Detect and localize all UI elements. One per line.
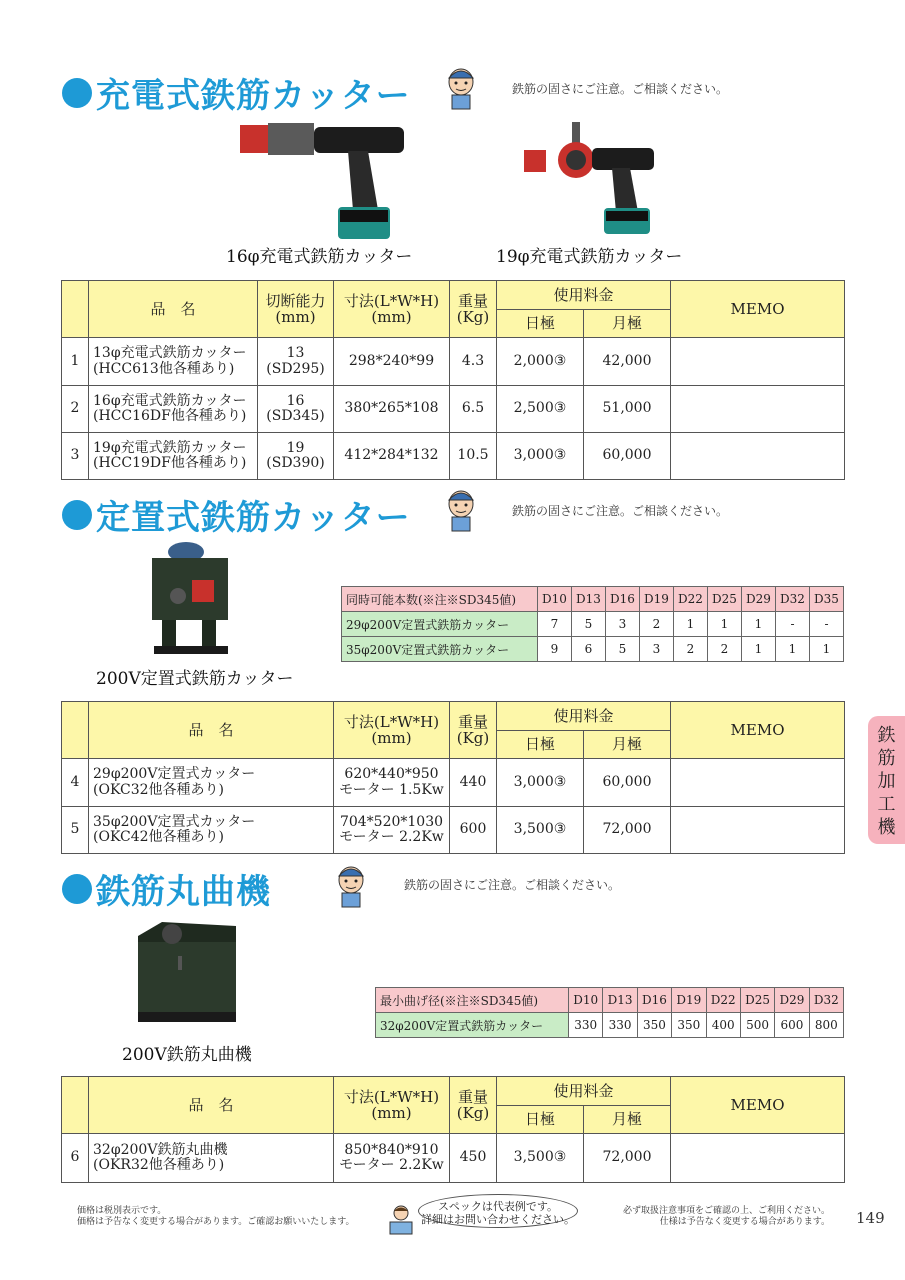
header-fee: 使用料金 xyxy=(497,702,671,731)
table-row: 4 29φ200V定置式カッター (OKC32他各種あり) 620*440*950 モーター 1.5Kw 440 3,000③ 60,000 xyxy=(62,759,845,807)
header-memo: MEMO xyxy=(671,702,845,759)
page-number: 149 xyxy=(856,1209,885,1227)
header-name: 品 名 xyxy=(89,1077,334,1134)
header-month: 月極 xyxy=(584,310,671,338)
operator-icon xyxy=(386,1204,416,1236)
header-fee: 使用料金 xyxy=(497,281,671,310)
header-month: 月極 xyxy=(584,1106,671,1134)
cordless-cutter-table xyxy=(61,280,845,480)
header-dimensions: 寸法(L*W*H) (mm) xyxy=(334,281,450,338)
header-day: 日極 xyxy=(497,1106,584,1134)
header-memo: MEMO xyxy=(671,1077,845,1134)
table-row: 3 19φ充電式鉄筋カッター (HCC19DF他各種あり) 19 (SD390) 412*284*132 10.5 3,000③ 60,000 xyxy=(62,433,845,480)
category-side-tab: 鉄 筋 加 工 機 xyxy=(868,716,905,844)
caption-16: 16φ充電式鉄筋カッター xyxy=(226,247,413,267)
table-row: 35φ200V定置式鉄筋カッター 9 6 5 3 2 2 1 1 1 xyxy=(342,637,844,662)
caption-19: 19φ充電式鉄筋カッター xyxy=(496,247,683,267)
header-weight: 重量 (Kg) xyxy=(450,281,497,338)
cordless-cutter-16-image xyxy=(238,115,413,245)
table-row: 2 16φ充電式鉄筋カッター (HCC16DF他各種あり) 16 (SD345) 380*265*108 6.5 2,500③ 51,000 xyxy=(62,386,845,433)
cordless-cutter-19-image xyxy=(520,120,660,238)
header-capacity: 切断能力 (mm) xyxy=(258,281,334,338)
table-row: 32φ200V定置式鉄筋カッター 330 330 350 350 400 500 600 800 xyxy=(376,1013,844,1038)
footer-right-notes: 必ず取扱注意事項をご確認の上、ご利用ください。 仕様は予告なく変更する場合があります。 xyxy=(622,1206,830,1227)
note-text: 鉄筋の固さにご注意。ご相談ください。 xyxy=(512,504,729,518)
header-weight: 重量 (Kg) xyxy=(450,702,497,759)
worker-icon xyxy=(444,66,478,110)
section-title-bender: 鉄筋丸曲機 xyxy=(62,864,271,913)
header-memo: MEMO xyxy=(671,281,845,338)
header-day: 日極 xyxy=(497,731,584,759)
bender-image xyxy=(132,916,242,1028)
section-title-stationary-cutter: 定置式鉄筋カッター xyxy=(62,490,411,539)
header-no xyxy=(62,281,89,338)
footer-left-notes: 価格は税別表示です。 価格は予告なく変更する場合があります。ご確認お願いいたします。 xyxy=(77,1206,355,1227)
spec-speech-bubble: スペックは代表例です。 詳細はお問い合わせください。 xyxy=(418,1194,578,1228)
bender-table xyxy=(61,1076,845,1183)
simultaneous-count-table xyxy=(341,586,844,662)
stationary-cutter-table xyxy=(61,701,845,854)
section-title-cordless-cutter: 充電式鉄筋カッター xyxy=(62,68,411,117)
worker-icon xyxy=(334,864,368,908)
header-month: 月極 xyxy=(584,731,671,759)
header-name: 品 名 xyxy=(89,702,334,759)
qty-header-row: 同時可能本数(※注※SD345値) D10 D13 D16 D19 D22 D25 D29 D32 D35 xyxy=(342,587,844,612)
header-dimensions: 寸法(L*W*H) (mm) xyxy=(334,1077,450,1134)
header-weight: 重量 (Kg) xyxy=(450,1077,497,1134)
bullet-icon xyxy=(62,78,92,108)
table-row: 5 35φ200V定置式カッター (OKC42他各種あり) 704*520*1030 モーター 2.2Kw 600 3,500③ 72,000 xyxy=(62,807,845,854)
stationary-cutter-image xyxy=(148,540,248,660)
min-bend-diameter-table xyxy=(375,987,844,1038)
header-name: 品 名 xyxy=(89,281,258,338)
note-text: 鉄筋の固さにご注意。ご相談ください。 xyxy=(512,82,729,96)
header-no xyxy=(62,702,89,759)
caption-stationary: 200V定置式鉄筋カッター xyxy=(96,669,294,689)
bullet-icon xyxy=(62,500,92,530)
header-no xyxy=(62,1077,89,1134)
header-dimensions: 寸法(L*W*H) (mm) xyxy=(334,702,450,759)
table-row: 29φ200V定置式鉄筋カッター 7 5 3 2 1 1 1 - - xyxy=(342,612,844,637)
header-day: 日極 xyxy=(497,310,584,338)
header-fee: 使用料金 xyxy=(497,1077,671,1106)
bullet-icon xyxy=(62,874,92,904)
caption-bender: 200V鉄筋丸曲機 xyxy=(122,1045,252,1065)
table-row: 6 32φ200V鉄筋丸曲機 (OKR32他各種あり) 850*840*910 モーター 2.2Kw 450 3,500③ 72,000 xyxy=(62,1134,845,1183)
qty-header-row: 最小曲げ径(※注※SD345値) D10 D13 D16 D19 D22 D25 D29 D32 xyxy=(376,988,844,1013)
table-row: 1 13φ充電式鉄筋カッター (HCC613他各種あり) 13 (SD295) 298*240*99 4.3 2,000③ 42,000 xyxy=(62,338,845,386)
note-text: 鉄筋の固さにご注意。ご相談ください。 xyxy=(404,878,621,892)
worker-icon xyxy=(444,488,478,532)
